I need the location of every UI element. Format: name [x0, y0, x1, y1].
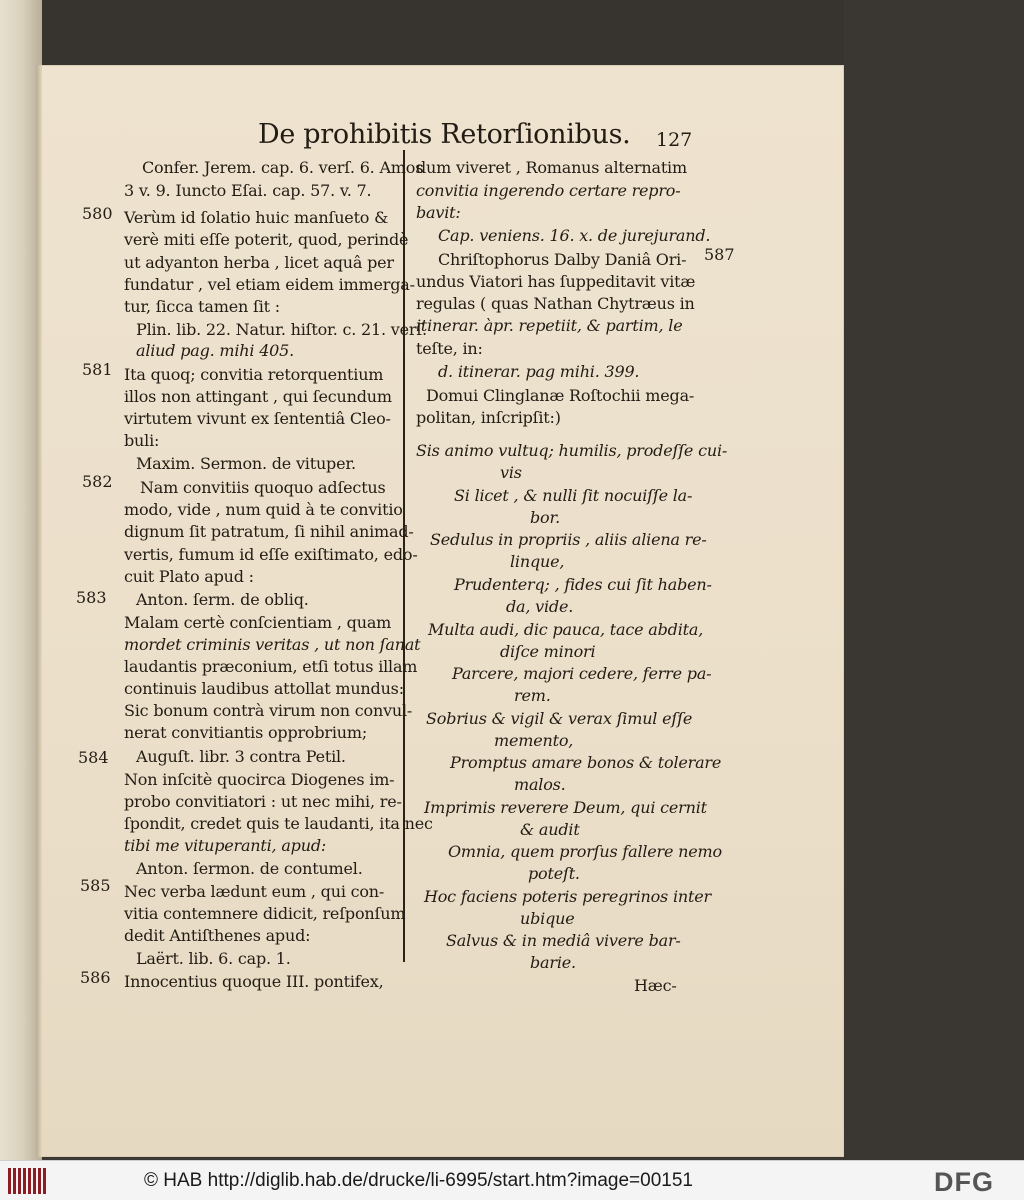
left-column-text-line: verè miti eſſe poterit, quod, perindè — [124, 230, 409, 249]
left-column-text-line: Confer. Jerem. cap. 6. verſ. 6. Amos — [142, 158, 424, 177]
left-column-text-line: cuit Plato apud : — [124, 567, 254, 586]
right-column-text-line: poteſt. — [528, 864, 580, 883]
left-column-text-line: continuis laudibus attollat mundus: — [124, 679, 404, 698]
right-column-text-line: Sobrius & vigil & verax ſimul eſſe — [426, 709, 693, 728]
left-column-text-line: fundatur , vel etiam eidem immerga- — [124, 275, 415, 294]
right-column-text-line: rem. — [514, 686, 551, 705]
right-column-text-line: memento, — [494, 731, 574, 750]
left-column-text-line: Ita quoq; convitia retorquentium — [124, 365, 384, 384]
page-binding-edge — [36, 65, 42, 1157]
right-column-text-line: & audit — [520, 820, 580, 839]
right-column-text-line: itinerar. àpr. repetiit, & partim, le — [416, 316, 683, 335]
right-column-text-line: Domui Clinglanæ Roſtochii mega- — [426, 386, 695, 405]
left-column-text-line: illos non attingant , qui ſecundum — [124, 387, 392, 406]
left-column-text-line: laudantis præconium, etſi totus illam — [124, 657, 418, 676]
right-column-text-line: Salvus & in mediâ vivere bar- — [446, 931, 681, 950]
right-column-text-line: diſce minori — [500, 642, 596, 661]
right-column-text-line: undus Viatori has ſuppeditavit vitæ — [416, 272, 696, 291]
paragraph-number: 580 — [82, 204, 113, 223]
left-column-text-line: Auguſt. libr. 3 contra Petil. — [136, 747, 346, 766]
hab-logo-icon — [8, 1168, 46, 1194]
left-column-text-line: tibi me vituperanti, apud: — [124, 836, 327, 855]
left-column-text-line: Laërt. lib. 6. cap. 1. — [136, 949, 291, 968]
dfg-logo: DFG — [934, 1167, 994, 1197]
right-column-text-line: Hoc faciens poteris peregrinos inter — [424, 887, 711, 906]
left-column-text-line: vitia contemnere didicit, reſponſum — [124, 904, 406, 923]
copyright-link[interactable]: © HAB http://diglib.hab.de/drucke/li-6995/start.htm?image=00151 — [144, 1170, 693, 1191]
right-column-text-line: regulas ( quas Nathan Chytræus in — [416, 294, 695, 313]
left-column-text-line: modo, vide , num quid à te convitio — [124, 500, 403, 519]
scan-background — [42, 0, 844, 65]
left-column-text-line: Malam certè conſcientiam , quam — [124, 613, 392, 632]
right-column-text-line: barie. — [530, 953, 576, 972]
left-column-text-line: tur, ſicca tamen ſit : — [124, 297, 280, 316]
left-column-text-line: Innocentius quoque III. pontifex, — [124, 972, 384, 991]
right-column-text-line: Imprimis reverere Deum, qui cernit — [424, 798, 707, 817]
right-column-text-line: politan, inſcripſit:) — [416, 408, 561, 427]
right-column-text-line: malos. — [514, 775, 566, 794]
left-column-text-line: ſpondit, credet quis te laudanti, ita nec — [124, 814, 433, 833]
paragraph-number: 583 — [76, 588, 107, 607]
right-column-text-line: ubique — [520, 909, 575, 928]
left-column-text-line: Maxim. Sermon. de vituper. — [136, 454, 356, 473]
left-column-text-line: Anton. ſermon. de contumel. — [136, 859, 363, 878]
right-column-text-line: linque, — [510, 552, 565, 571]
right-column-text-line: d. itinerar. pag mihi. 399. — [438, 362, 640, 381]
right-column-text-line: Sis animo vultuq; humilis, prodeſſe cui- — [416, 441, 728, 460]
right-column-text-line: vis — [500, 463, 522, 482]
left-column-text-line: virtutem vivunt ex ſententiâ Cleo- — [124, 409, 391, 428]
right-column-text-line: bavit: — [416, 203, 461, 222]
right-column-text-line: convitia ingerendo certare repro- — [416, 181, 681, 200]
left-column-text-line: Nam convitiis quoquo adſectus — [140, 478, 386, 497]
viewer-footer — [0, 1160, 1024, 1200]
left-column-text-line: nerat convitiantis opprobrium; — [124, 723, 368, 742]
paragraph-number: 586 — [80, 968, 111, 987]
right-column-text-line: dum viveret , Romanus alternatim — [416, 158, 687, 177]
right-column-text-line: Omnia, quem prorſus fallere nemo — [448, 842, 722, 861]
right-column-text-line: Chriſtophorus Dalby Daniâ Ori- — [438, 250, 687, 269]
left-column-text-line: dignum ſit patratum, ſi nihil animad- — [124, 522, 414, 541]
left-column-text-line: Verùm id ſolatio huic manſueto & — [124, 208, 389, 227]
right-column-text-line: Prudenterq; , fides cui ſit haben- — [454, 575, 712, 594]
page-number: 127 — [656, 129, 693, 151]
left-column-text-line: Anton. ſerm. de obliq. — [136, 590, 309, 609]
left-column-text-line: ut adyanton herba , licet aquâ per — [124, 253, 394, 272]
right-column-text-line: Promptus amare bonos & tolerare — [450, 753, 722, 772]
right-column-text-line: teſte, in: — [416, 339, 483, 358]
right-column-text-line: Parcere, majori cedere, ferre pa- — [452, 664, 712, 683]
scan-background-right — [844, 0, 1024, 1160]
left-column-text-line: buli: — [124, 431, 160, 450]
left-column-text-line: vertis, fumum id eſſe exiſtimato, edo- — [124, 545, 418, 564]
right-column-text-line: da, vide. — [506, 597, 574, 616]
right-column-text-line: Si licet , & nulli ſit nocuiſſe la- — [454, 486, 693, 505]
left-column-text-line: aliud pag. mihi 405. — [136, 341, 295, 360]
left-column-text-line: Sic bonum contrà virum non convul- — [124, 701, 413, 720]
left-column-text-line: mordet criminis veritas , ut non ſanat — [124, 635, 421, 654]
right-column-text-line: Cap. veniens. 16. x. de jurejurand. — [438, 226, 711, 245]
paragraph-number: 585 — [80, 876, 111, 895]
left-column-text-line: Nec verba lædunt eum , qui con- — [124, 882, 385, 901]
paragraph-number: 587 — [704, 245, 735, 264]
right-column-text-line: Sedulus in propriis , aliis aliena re- — [430, 530, 707, 549]
left-column-text-line: 3 v. 9. Iuncto Eſai. cap. 57. v. 7. — [124, 181, 372, 200]
paragraph-number: 582 — [82, 472, 113, 491]
right-column-text-line: Multa audi, dic pauca, tace abdita, — [428, 620, 704, 639]
paragraph-number: 584 — [78, 748, 109, 767]
left-column-text-line: Non inſcitè quocirca Diogenes im- — [124, 770, 395, 789]
paragraph-number: 581 — [82, 360, 113, 379]
right-column-text-line: bor. — [530, 508, 561, 527]
left-column-text-line: dedit Antiſthenes apud: — [124, 926, 311, 945]
left-column-text-line: probo convitiatori : ut nec mihi, re- — [124, 792, 402, 811]
running-header: De prohibitis Retorſionibus. — [258, 119, 631, 150]
right-column-text-line: Hæc- — [634, 976, 677, 995]
left-column-text-line: Plin. lib. 22. Natur. hiſtor. c. 21. verſ. — [136, 320, 427, 339]
